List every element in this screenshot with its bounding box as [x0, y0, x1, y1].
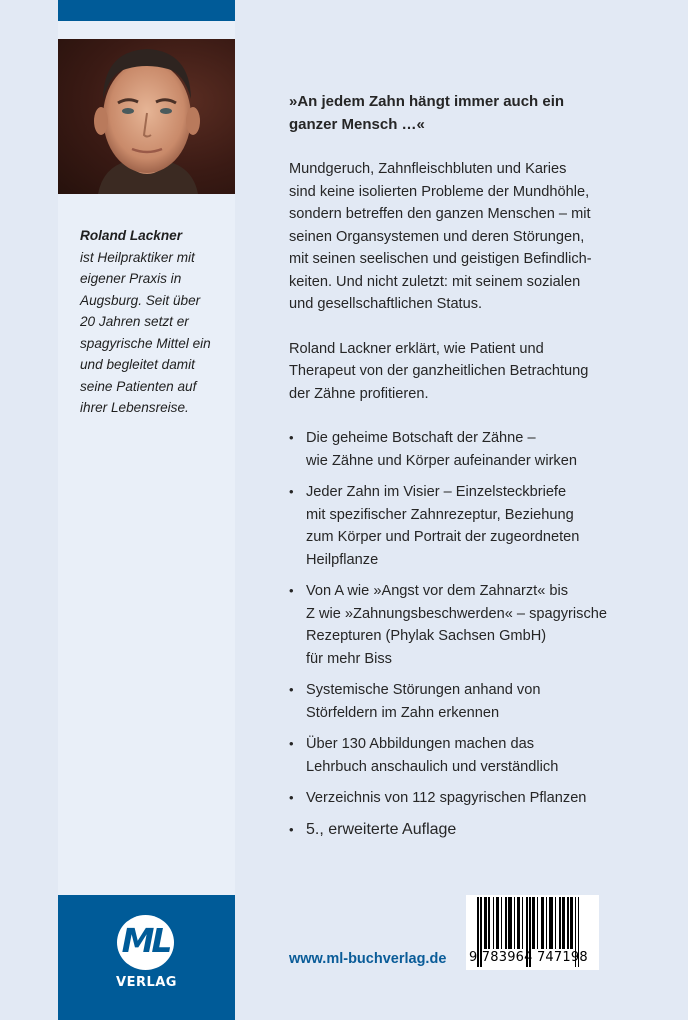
bio-line: 20 Jahren setzt er: [80, 314, 189, 329]
headline-line: ganzer Mensch …«: [289, 116, 425, 133]
bio-line: und begleitet damit: [80, 357, 195, 372]
paragraph-line: mit seinen seelischen und geistigen Befindlich-: [289, 251, 592, 267]
portrait-illustration: [58, 39, 235, 194]
publisher-logo-box: [58, 895, 235, 1020]
author-photo: [58, 39, 235, 194]
feature-line: Lehrbuch anschaulich und verständlich: [306, 758, 559, 775]
bio-line: ist Heilpraktiker mit: [80, 249, 195, 265]
paragraph-line: der Zähne profitieren.: [289, 385, 429, 402]
feature-list: [289, 427, 619, 841]
publisher-url[interactable]: www.ml-buchverlag.de: [289, 951, 447, 967]
paragraph-line: Mundgeruch, Zahnfleischbluten und Karies: [289, 161, 567, 177]
logo-letters: ML: [121, 921, 170, 960]
feature-line: wie Zähne und Körper aufeinander wirken: [306, 452, 577, 469]
paragraph-line: sind keine isolierten Probleme der Mundhöhle,: [289, 183, 590, 200]
feature-item: [289, 580, 619, 670]
ml-logo-icon: [117, 915, 174, 970]
intro-paragraph: [289, 158, 619, 316]
bio-line: ihrer Lebensreise.: [80, 400, 189, 415]
feature-line: mit spezifischer Zahnrezeptur, Beziehung: [306, 506, 574, 523]
author-bio: [80, 225, 230, 419]
paragraph-line: seinen Organsystemen und deren Störungen,: [289, 228, 585, 245]
top-color-bar: [58, 0, 235, 21]
feature-line: Heilpflanze: [306, 551, 379, 568]
feature-line: Über 130 Abbildungen machen das: [306, 736, 534, 752]
paragraph-line: Therapeut von der ganzheitlichen Betrachtung: [289, 363, 589, 379]
paragraph-line: und gesellschaftlichen Status.: [289, 296, 483, 312]
bio-line: spagyrische Mittel ein: [80, 335, 211, 351]
bio-line: Augsburg. Seit über: [80, 292, 201, 308]
blurb-content: [289, 90, 619, 850]
paragraph-line: sondern betreffen den ganzen Menschen – mit: [289, 206, 591, 222]
feature-line: Z wie »Zahnungsbeschwerden« – spagyrische: [306, 605, 607, 622]
feature-item-edition: [289, 819, 619, 842]
paragraph-line: Roland Lackner erklärt, wie Patient und: [289, 340, 544, 357]
author-name: Roland Lackner: [80, 228, 182, 243]
feature-line: 5., erweiterte Auflage: [306, 820, 457, 838]
bio-line: seine Patienten auf: [80, 378, 197, 394]
logo-wordmark: VERLAG: [116, 975, 177, 990]
feature-item: [289, 427, 619, 472]
bio-line: eigener Praxis in: [80, 271, 182, 286]
headline-quote: [289, 90, 619, 136]
isbn-barcode: [466, 895, 599, 970]
headline-line: »An jedem Zahn hängt immer auch ein: [289, 93, 565, 110]
feature-line: Von A wie »Angst vor dem Zahnarzt« bis: [306, 583, 569, 599]
feature-line: Die geheime Botschaft der Zähne –: [306, 430, 536, 446]
feature-line: Rezepturen (Phylak Sachsen GmbH): [306, 628, 547, 644]
feature-line: zum Körper und Portrait der zugeordneten: [306, 529, 580, 545]
summary-paragraph: [289, 338, 619, 406]
feature-line: Störfeldern im Zahn erkennen: [306, 704, 500, 721]
feature-line: Jeder Zahn im Visier – Einzelsteckbriefe: [306, 484, 567, 500]
feature-item: [289, 679, 619, 724]
feature-line: für mehr Biss: [306, 650, 392, 667]
isbn-digits: 9 783964 747198: [469, 950, 588, 965]
feature-item: [289, 787, 619, 810]
feature-line: Systemische Störungen anhand von: [306, 682, 541, 698]
feature-item: [289, 733, 619, 778]
barcode-bars-icon: [477, 897, 595, 952]
feature-line: Verzeichnis von 112 spagyrischen Pflanzen: [306, 790, 587, 806]
paragraph-line: keiten. Und nicht zuletzt: mit seinem sozialen: [289, 273, 581, 290]
feature-item: [289, 481, 619, 571]
